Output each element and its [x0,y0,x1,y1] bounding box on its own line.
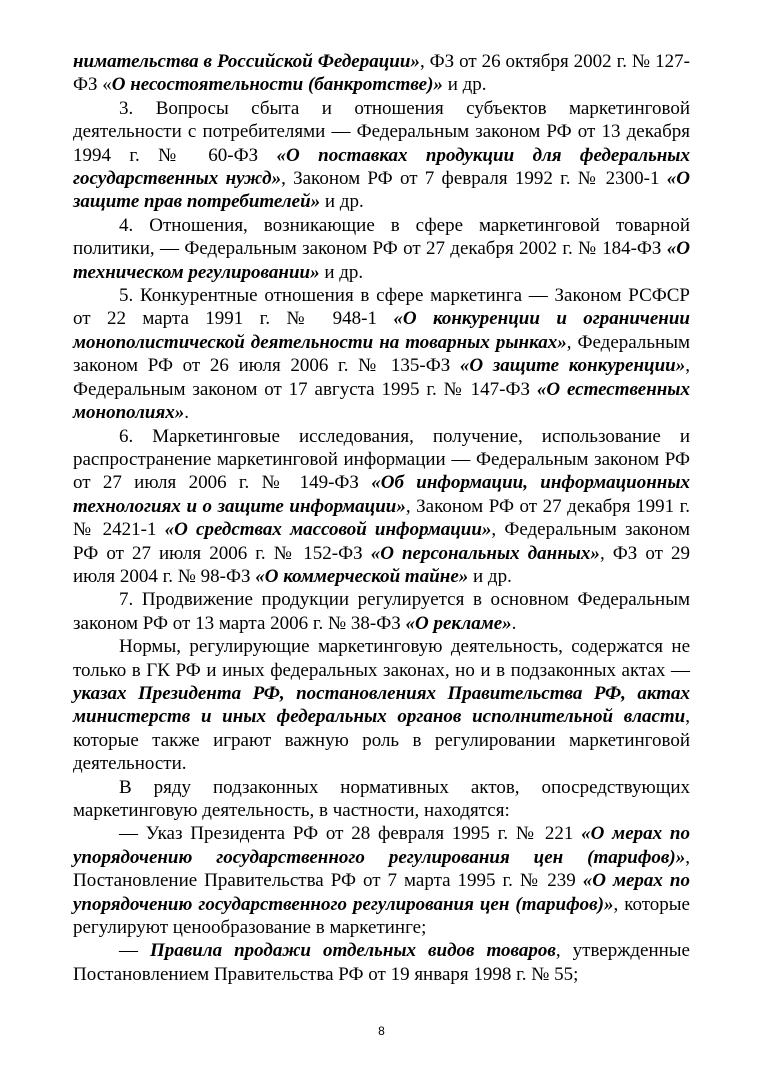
text-run: Нормы, регулирующие маркетинговую деятельность, содержатся не только в ГК РФ и иных федеральных законах, но и в подзаконных актах — [73,636,690,681]
text-run: 4. Отношения, возникающие в сфере маркетинговой товарной политики, — Федеральным законом РФ от 27 декабря 2002 г. № 184-ФЗ [73,214,690,260]
emphasis-run: «О поставках продукции для федеральных государственных нужд» [73,144,690,190]
document-page [73,50,690,986]
text-run: — [119,940,150,962]
text-run: 5. Конкурентные отношения в сфере маркетинга — Законом РСФСР от 22 марта 1991 г. № 948-1 [73,285,690,330]
paragraph-item-7 [73,588,690,635]
text-run: , Федеральным законом РФ от 27 июля 2006 г. № 152-ФЗ [73,519,690,564]
text-run: и др. [319,261,364,283]
emphasis-run: нимательства в Российской Федерации» [73,51,420,72]
page-number: 8 [378,1024,385,1038]
text-run: , которые регулируют ценообразование в маркетинге; [73,893,690,939]
emphasis-run: «Об информации, информационных технологиях и о защите информации» [73,472,691,517]
emphasis-run: «О защите прав потребителей» [73,168,690,213]
paragraph-subordinate-acts [73,635,690,775]
text-run: , ФЗ от 26 октября 2002 г. № 127-ФЗ « [73,51,690,96]
emphasis-run: «О естественных монополиях» [73,378,690,424]
list-item-pricing [73,822,690,939]
text-run: — Указ Президента РФ от 28 февраля 1995 г. № 221 [119,823,582,845]
emphasis-run: «О рекламе» [405,612,512,634]
text-run: , Федеральным законом РФ от 26 июля 2006 г. № 135-ФЗ [73,331,690,377]
emphasis-run: «О защите конкуренции» [459,355,686,377]
emphasis-run: «О персональных данных» [370,542,600,564]
emphasis-run: «О средствах массовой информации» [164,519,492,541]
emphasis-run: указах Президента РФ, постановлениях Правительства РФ, актах министерств и иных федеральных органов исполнительной власти [73,682,690,728]
emphasis-run: «О мерах по упорядочению государственного регулирования цен (тарифов)» [73,870,690,915]
text-run: , утвержденные Постановлением Правительства РФ от 19 января 1998 г. № 55; [73,940,690,985]
text-run: , Законом РФ от 27 декабря 1991 г. № 2421-1 [73,495,690,541]
text-run: . [184,402,190,424]
list-item-sales-rules [73,939,690,986]
text-run: 6. Маркетинговые исследования, получение, использование и распространение маркетинговой информации — Федеральным законом РФ от 27 июля 2006 г. № 149-ФЗ [73,425,690,494]
text-run: . [511,612,517,634]
emphasis-run: «О мерах по упорядочению государственного регулирования цен (тарифов)» [73,823,690,868]
text-run: 3. Вопросы сбыта и отношения субъектов маркетинговой деятельности с потребителями — Федеральным законом РФ от 13 декабря 1994 г. № 60-ФЗ [73,97,690,166]
text-run: 7. Продвижение продукции регулируется в основном Федеральным законом РФ от 13 марта 2006 г. № 38-ФЗ [73,589,690,634]
text-run: , ФЗ от 29 июля 2004 г. № 98-ФЗ [73,542,690,587]
text-run: и др. [442,74,487,96]
text-run: , которые также играют важную роль в регулировании маркетинговой деятельности. [73,706,690,775]
text-run: В ряду подзаконных нормативных актов, опосредствующих маркетинговую деятельность, в частности, находятся: [73,776,690,821]
paragraph-continuation [73,50,690,97]
paragraph-item-6 [73,425,690,589]
paragraph-list-intro [73,776,690,823]
emphasis-run: «О конкуренции и ограничении монополистической деятельности на товарных рынках» [73,308,690,353]
emphasis-run: Правила продажи отдельных видов товаров [150,940,556,962]
text-run: , Постановление Правительства РФ от 7 марта 1995 г. № 239 [73,846,690,892]
paragraph-item-4 [73,214,690,284]
text-run: и др. [320,191,364,213]
text-run: , Федеральным законом от 17 августа 1995 г. № 147-ФЗ [73,355,690,400]
paragraph-item-3 [73,97,690,214]
emphasis-run: О несостоятельности (банкротстве)» [111,74,443,96]
text-run: и др. [468,565,512,587]
emphasis-run: «О коммерческой тайне» [255,565,469,587]
text-run: , Законом РФ от 7 февраля 1992 г. № 2300-1 [281,168,667,190]
emphasis-run: «О техническом регулировании» [73,238,690,283]
paragraph-item-5 [73,284,690,424]
